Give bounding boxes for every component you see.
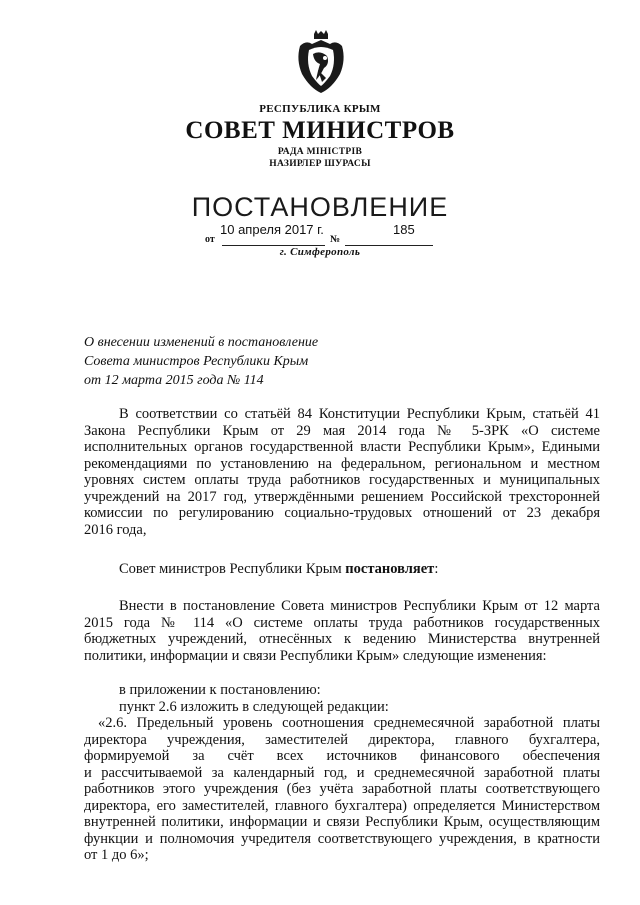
document-type-title: ПОСТАНОВЛЕНИЕ — [191, 192, 449, 222]
body-line: политики, информации и связи Республики Крым» следующие изменения: — [84, 647, 547, 664]
amend-line: работников этого учреждения (без учёта заработной платы соответствующего — [84, 781, 600, 797]
date-number-line — [205, 224, 435, 244]
resolves-line — [84, 561, 600, 578]
resolves-text: Совет министров Республики Крым — [119, 561, 346, 577]
council-title-ukrainian: РАДА МІНІСТРІВ — [277, 147, 363, 157]
body-paragraph — [84, 598, 600, 664]
coat-of-arms-icon — [296, 30, 346, 94]
city-name: г. Симферополь — [279, 246, 361, 258]
subject-line: от 12 марта 2015 года № 114 — [84, 373, 264, 388]
amend-line: от 1 до 6»; — [84, 847, 149, 863]
document-date: 10 апреля 2017 г. — [220, 222, 324, 237]
body-line: Внести в постановление Совета министров Республики Крым от 12 марта — [119, 598, 600, 614]
date-label: от — [205, 234, 215, 245]
preamble-line: исполнительных органов государственной власти Республики Крым», Едиными — [84, 439, 600, 455]
amend-line: внутренней политики, информации и связи Республики Крым, осуществляющим — [84, 814, 600, 830]
preamble-line: рекомендациями по установлению на федеральном, региональном и местном — [84, 455, 600, 472]
amend-line: «2.6. Предельный уровень соотношения среднемесячной заработной платы — [98, 715, 600, 731]
amend-line: в приложении к постановлению: — [119, 682, 321, 698]
preamble-line: уровнях систем оплаты труда работников государственных и муниципальных — [84, 472, 600, 488]
preamble-line: комиссии по регулированию социально-трудовых отношений от 23 декабря — [84, 505, 600, 521]
subject-line: Совета министров Республики Крым — [84, 354, 309, 369]
amend-line: и рассчитываемой за календарный год, и среднемесячной заработной платы — [84, 764, 600, 781]
preamble-paragraph — [84, 406, 600, 538]
amend-line: директора, его заместителей, главного бухгалтера) определяется Министерством — [84, 797, 600, 814]
document-number: 185 — [393, 222, 415, 237]
resolves-keyword: постановляет — [345, 561, 435, 577]
body-line: 2015 года № 114 «О системе оплаты труда работников государственных — [84, 614, 600, 631]
amend-line: функции и полномочия учредителя соответствующего учреждения, в кратности — [84, 830, 600, 847]
body-line: бюджетных учреждений, отнесённых к ведению Министерства внутренней — [84, 631, 600, 647]
amend-line: пункт 2.6 изложить в следующей редакции: — [119, 698, 389, 715]
subject-line: О внесении изменений в постановление — [84, 335, 319, 350]
number-label: № — [330, 234, 341, 245]
amendment-paragraph — [84, 682, 600, 864]
document-subject — [84, 333, 318, 390]
preamble-line: учреждений на 2017 год, утверждёнными решением Российской трехсторонней — [84, 488, 600, 505]
amend-line: директора учреждения, заместителей директора, главного бухгалтера, — [84, 731, 600, 748]
preamble-line: 2016 года, — [84, 521, 147, 538]
resolves-colon: : — [434, 561, 439, 577]
council-title-crimean-tatar: НАЗИРЛЕР ШУРАСЫ — [269, 159, 371, 169]
resolves-paragraph — [84, 561, 600, 578]
council-title: СОВЕТ МИНИСТРОВ — [185, 117, 455, 144]
republic-title: РЕСПУБЛИКА КРЫМ — [259, 103, 381, 115]
preamble-line: Закона Республики Крым от 29 мая 2014 года № 5-ЗРК «О системе — [84, 422, 600, 439]
amend-line: формируемой за счёт всех источников финансового обеспечения — [84, 748, 600, 764]
preamble-line: В соответствии со статьёй 84 Конституции Республики Крым, статьёй 41 — [119, 406, 600, 422]
